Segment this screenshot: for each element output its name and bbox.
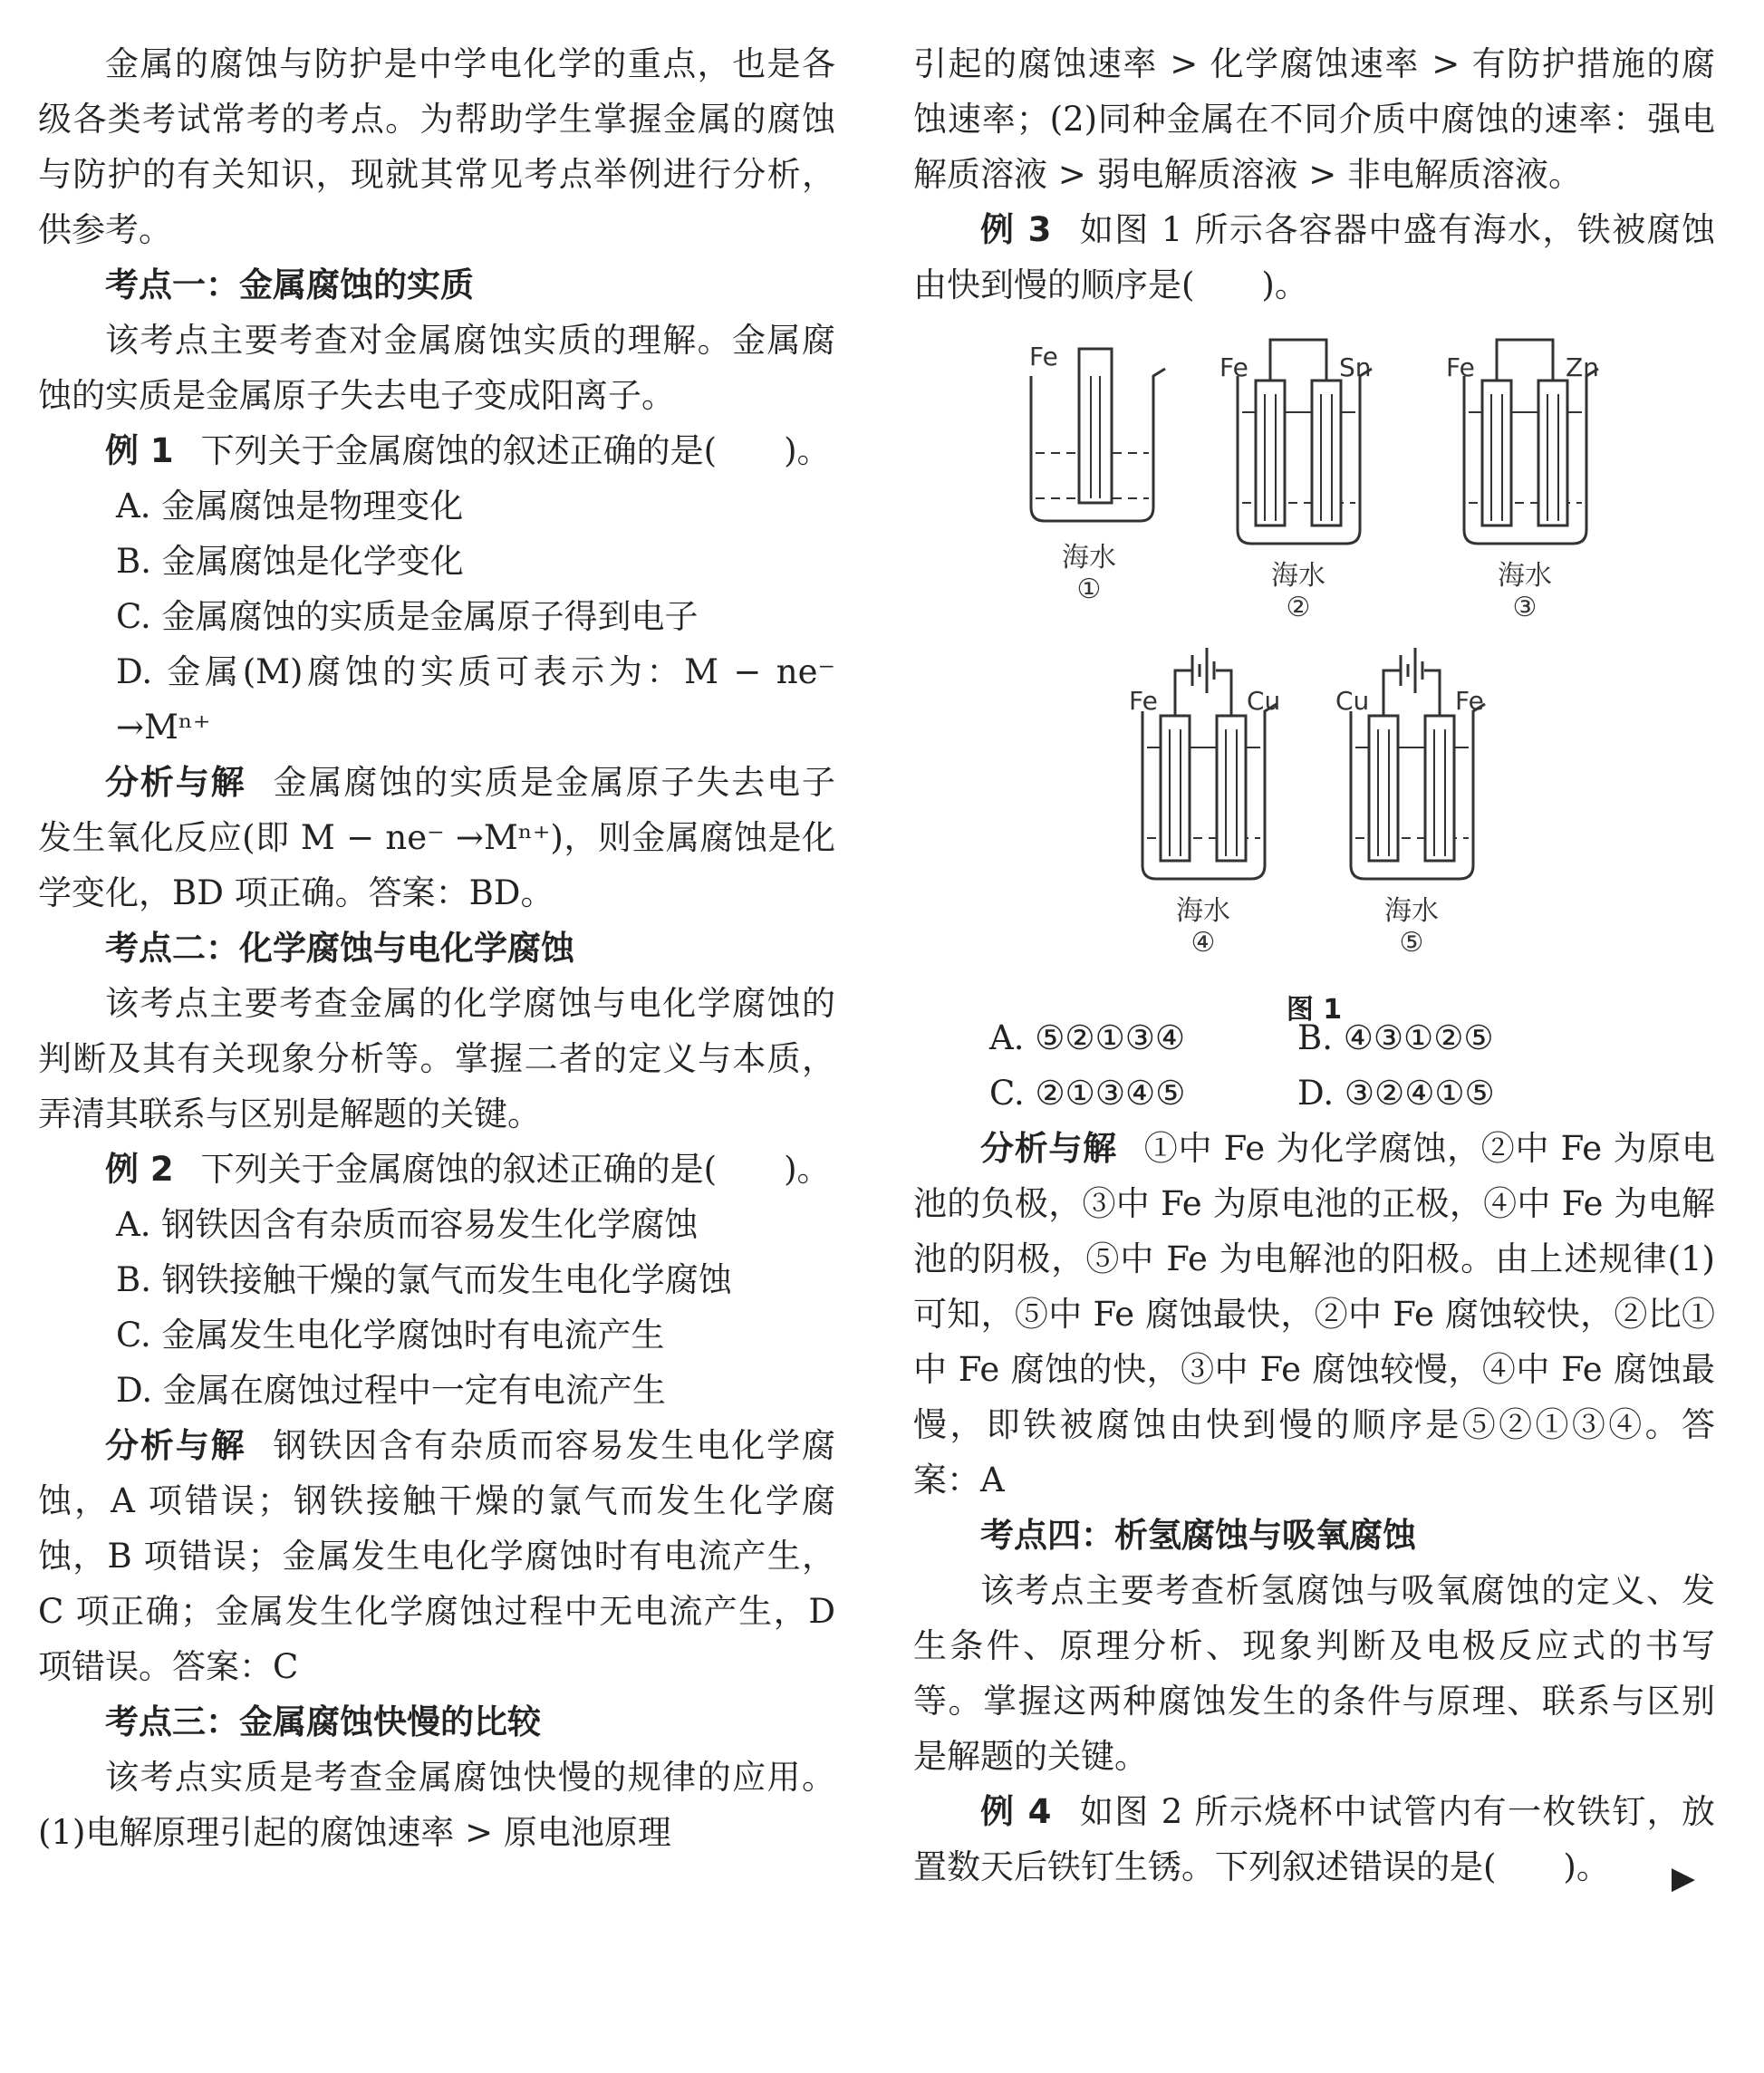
beaker-4-right-label: Cu bbox=[1247, 686, 1281, 716]
beaker-1-medium-label: 海水 bbox=[1062, 542, 1116, 574]
beaker-1-electrode-label: Fe bbox=[1029, 342, 1058, 371]
example-4-label: 例 4 bbox=[980, 1792, 1052, 1831]
right-column bbox=[913, 36, 1715, 1904]
kp3-heading: 考点三：金属腐蚀快慢的比较 bbox=[105, 1702, 541, 1741]
kp1-text: 该考点主要考查对金属腐蚀实质的理解。金属腐蚀的实质是金属原子失去电子变成阳离子。 bbox=[38, 321, 835, 415]
example-1-label: 例 1 bbox=[105, 431, 174, 470]
beaker-1 bbox=[1029, 342, 1165, 605]
example-3-analysis bbox=[913, 1121, 1715, 1508]
beaker-2-number: ② bbox=[1286, 592, 1311, 623]
continue-arrow-icon: ▶ bbox=[1671, 1860, 1695, 1896]
kp3-text: 该考点实质是考查金属腐蚀快慢的规律的应用。(1)电解原理引起的腐蚀速率 > 原电池原理 bbox=[38, 1758, 835, 1852]
kp4-text: 该考点主要考查析氢腐蚀与吸氧腐蚀的定义、发生条件、原理分析、现象判断及电极反应式的书写等。掌握这两种腐蚀发生的条件与原理、联系与区别是解题的关键。 bbox=[913, 1571, 1715, 1776]
example-3-options-row-2 bbox=[913, 1065, 1715, 1121]
example-1-analysis bbox=[38, 755, 835, 921]
beaker-1-number: ① bbox=[1076, 574, 1102, 605]
example-2 bbox=[38, 1142, 835, 1197]
beaker-2 bbox=[1219, 340, 1372, 623]
figure-1-caption: 图 1 bbox=[1286, 994, 1343, 1026]
example-2-option-c: C. 金属发生电化学腐蚀时有电流产生 bbox=[116, 1316, 665, 1355]
beaker-4-left-label: Fe bbox=[1129, 686, 1158, 716]
beaker-2-medium-label: 海水 bbox=[1271, 560, 1325, 592]
example-1-question: 下列关于金属腐蚀的叙述正确的是( )。 bbox=[200, 431, 831, 470]
analysis-label: 分析与解 bbox=[980, 1129, 1117, 1168]
example-3-question: 如图 1 所示各容器中盛有海水，铁被腐蚀由快到慢的顺序是( )。 bbox=[913, 210, 1715, 304]
beaker-5 bbox=[1335, 648, 1485, 959]
kp4-heading: 考点四：析氢腐蚀与吸氧腐蚀 bbox=[980, 1516, 1416, 1555]
example-3-label: 例 3 bbox=[980, 210, 1052, 249]
example-3-option-d: D. ③②④①⑤ bbox=[1297, 1074, 1495, 1113]
beaker-5-medium-label: 海水 bbox=[1384, 895, 1439, 927]
left-column bbox=[38, 36, 835, 1860]
example-3-option-a: A. ⑤②①③④ bbox=[989, 1018, 1186, 1057]
figure-1-diagram bbox=[913, 322, 1715, 974]
example-3-option-b: B. ④③①②⑤ bbox=[1297, 1018, 1494, 1057]
figure-1 bbox=[913, 322, 1715, 1026]
example-2-option-a: A. 钢铁因含有杂质而容易发生化学腐蚀 bbox=[116, 1205, 699, 1244]
kp2-heading: 考点二：化学腐蚀与电化学腐蚀 bbox=[105, 929, 574, 968]
beaker-3-number: ③ bbox=[1512, 592, 1537, 623]
example-4 bbox=[913, 1784, 1715, 1895]
beaker-3-left-label: Fe bbox=[1446, 352, 1475, 382]
example-1 bbox=[38, 423, 835, 478]
beaker-2-right-label: Sn bbox=[1339, 352, 1372, 382]
beaker-5-number: ⑤ bbox=[1399, 927, 1424, 959]
example-1-option-b: B. 金属腐蚀是化学变化 bbox=[116, 542, 464, 581]
example-1-option-d: D. 金属(M)腐蚀的实质可表示为：M − ne⁻ →Mⁿ⁺ bbox=[116, 652, 835, 747]
beaker-3-right-label: Zn bbox=[1566, 352, 1599, 382]
beaker-2-left-label: Fe bbox=[1219, 352, 1248, 382]
example-2-label: 例 2 bbox=[105, 1150, 174, 1189]
example-2-question: 下列关于金属腐蚀的叙述正确的是( )。 bbox=[200, 1150, 831, 1189]
example-4-question: 如图 2 所示烧杯中试管内有一枚铁钉，放置数天后铁钉生锈。下列叙述错误的是( )。 bbox=[913, 1792, 1715, 1886]
beaker-5-right-label: Fe bbox=[1455, 686, 1484, 716]
example-3 bbox=[913, 202, 1715, 313]
example-2-answer: 钢铁因含有杂质而容易发生电化学腐蚀，A 项错误；钢铁接触干燥的氯气而发生化学腐蚀，B 项错误；金属发生电化学腐蚀时有电流产生，C 项正确；金属发生化学腐蚀过程中无电流产生，D 项错误。答案：C bbox=[38, 1426, 836, 1686]
example-1-option-a: A. 金属腐蚀是物理变化 bbox=[116, 487, 464, 525]
beaker-3 bbox=[1446, 340, 1599, 623]
analysis-label: 分析与解 bbox=[105, 763, 246, 802]
example-2-analysis bbox=[38, 1418, 835, 1694]
kp3-text-continued: 引起的腐蚀速率 > 化学腐蚀速率 > 有防护措施的腐蚀速率；(2)同种金属在不同介质中腐蚀的速率：强电解质溶液 > 弱电解质溶液 > 非电解质溶液。 bbox=[913, 44, 1715, 194]
beaker-3-medium-label: 海水 bbox=[1498, 560, 1552, 592]
example-2-option-b: B. 钢铁接触干燥的氯气而发生电化学腐蚀 bbox=[116, 1260, 732, 1299]
intro-paragraph: 金属的腐蚀与防护是中学电化学的重点，也是各级各类考试常考的考点。为帮助学生掌握金属的腐蚀与防护的有关知识，现就其常见考点举例进行分析，供参考。 bbox=[38, 44, 835, 249]
analysis-label: 分析与解 bbox=[105, 1426, 246, 1465]
beaker-5-left-label: Cu bbox=[1335, 686, 1370, 716]
kp2-text: 该考点主要考查金属的化学腐蚀与电化学腐蚀的判断及其有关现象分析等。掌握二者的定义与本质，弄清其联系与区别是解题的关键。 bbox=[38, 984, 835, 1133]
example-2-option-d: D. 金属在腐蚀过程中一定有电流产生 bbox=[116, 1371, 666, 1410]
example-1-answer: 金属腐蚀的实质是金属原子失去电子发生氧化反应(即 M − ne⁻ →Mⁿ⁺)，则金属腐蚀是化学变化，BD 项正确。答案：BD。 bbox=[38, 763, 836, 912]
kp1-heading: 考点一：金属腐蚀的实质 bbox=[105, 265, 474, 304]
beaker-4-medium-label: 海水 bbox=[1176, 895, 1230, 927]
beaker-4 bbox=[1129, 648, 1280, 959]
example-3-answer: ①中 Fe 为化学腐蚀，②中 Fe 为原电池的负极，③中 Fe 为原电池的正极，④中 Fe 为电解池的阴极，⑤中 Fe 为电解池的阳极。由上述规律(1)可知，⑤中 Fe 腐蚀最快，②中 Fe 腐蚀较快，②比①中 Fe 腐蚀的快，③中 Fe 腐蚀较慢，④中 Fe 腐蚀最慢，即铁被腐蚀由快到慢的顺序是⑤②①③④。答案：A bbox=[913, 1129, 1716, 1499]
example-1-option-c: C. 金属腐蚀的实质是金属原子得到电子 bbox=[116, 597, 699, 636]
example-3-option-c: C. ②①③④⑤ bbox=[989, 1074, 1186, 1113]
beaker-4-number: ④ bbox=[1190, 927, 1216, 959]
